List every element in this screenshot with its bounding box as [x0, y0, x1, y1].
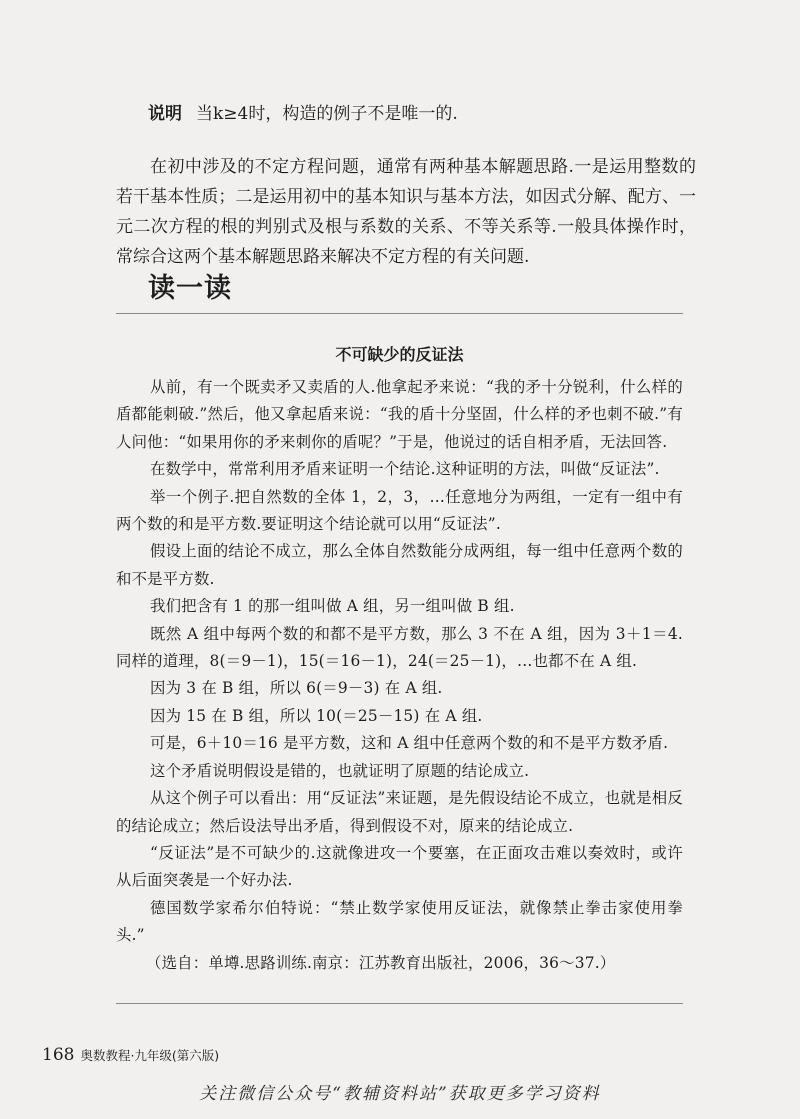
article-title: 不可缺少的反证法 [335, 345, 464, 364]
article-paragraph: 在数学中，常常利用矛盾来证明一个结论.这种证明的方法，叫做“反证法”. [150, 460, 660, 479]
intro-paragraph: 在初中涉及的不定方程问题，通常有两种基本解题思路.一是运用整数的若干基本性质；二是运用初中的基本知识与基本方法，如因式分解、配方、一元二次方程的根的判别式及根与系数的关系、不等关系等.一般具体操作时，常综合这两个基本解题思路来解决不定方程的有关问题. [116, 157, 696, 267]
watermark-text: 关注微信公众号“教辅资料站”获取更多学习资料 [199, 1084, 601, 1104]
page-footer [42, 1045, 219, 1065]
article-paragraph: 因为 3 在 B 组，所以 6(＝9－3) 在 A 组. [150, 679, 443, 698]
section-heading: 读一读 [148, 273, 232, 304]
article-body [116, 374, 683, 977]
article-paragraph: 德国数学家希尔伯特说：“禁止数学家使用反证法，就像禁止拳击家使用拳头.” [116, 898, 683, 945]
article-paragraph: 因为 15 在 B 组，所以 10(＝25－15) 在 A 组. [150, 706, 483, 725]
article-paragraph: 可是，6＋10＝16 是平方数，这和 A 组中任意两个数的和不是平方数矛盾. [150, 734, 669, 753]
book-title: 奥数教程·九年级(第六版) [80, 1048, 220, 1063]
article-paragraph: 这个矛盾说明假设是错的，也就证明了原题的结论成立. [150, 761, 530, 780]
page-number: 168 [42, 1045, 75, 1065]
article-citation: （选自：单墫.思路训练.南京：江苏教育出版社，2006，36～37.） [146, 953, 616, 972]
article-paragraph: 既然 A 组中每两个数的和都不是平方数，那么 3 不在 A 组，因为 3＋1＝4.同样的道理，8(＝9－1)，15(＝16－1)，24(＝25－1)，…也都不在 A 组. [116, 624, 683, 671]
note-label: 说明 [148, 104, 182, 124]
top-divider [116, 313, 683, 314]
article-paragraph: 从前，有一个既卖矛又卖盾的人.他拿起矛来说：“我的矛十分锐利，什么样的盾都能刺破.”然后，他又拿起盾来说：“我的盾十分坚固，什么样的矛也刺不破.”有人问他：“如果用你的矛来刺你的盾呢？”于是，他说过的话自相矛盾，无法回答. [116, 378, 683, 451]
bottom-divider [116, 1003, 683, 1004]
article-paragraph: 从这个例子可以看出：用“反证法”来证题，是先假设结论不成立，也就是相反的结论成立；然后设法导出矛盾，得到假设不对，原来的结论成立. [116, 789, 683, 835]
article-paragraph: 举一个例子.把自然数的全体 1，2，3，…任意地分为两组，一定有一组中有两个数的和是平方数.要证明这个结论就可以用“反证法”. [116, 487, 683, 534]
article-paragraph: 我们把含有 1 的那一组叫做 A 组，另一组叫做 B 组. [150, 597, 515, 616]
note-text: 当k≥4时，构造的例子不是唯一的. [196, 104, 458, 124]
note-line [148, 101, 708, 127]
article-paragraph: 假设上面的结论不成立，那么全体自然数能分成两组，每一组中任意两个数的和不是平方数. [116, 542, 683, 588]
article-paragraph: “反证法”是不可缺少的.这就像进攻一个要塞，在正面攻击难以奏效时，或许从后面突袭是一个好办法. [116, 843, 683, 890]
